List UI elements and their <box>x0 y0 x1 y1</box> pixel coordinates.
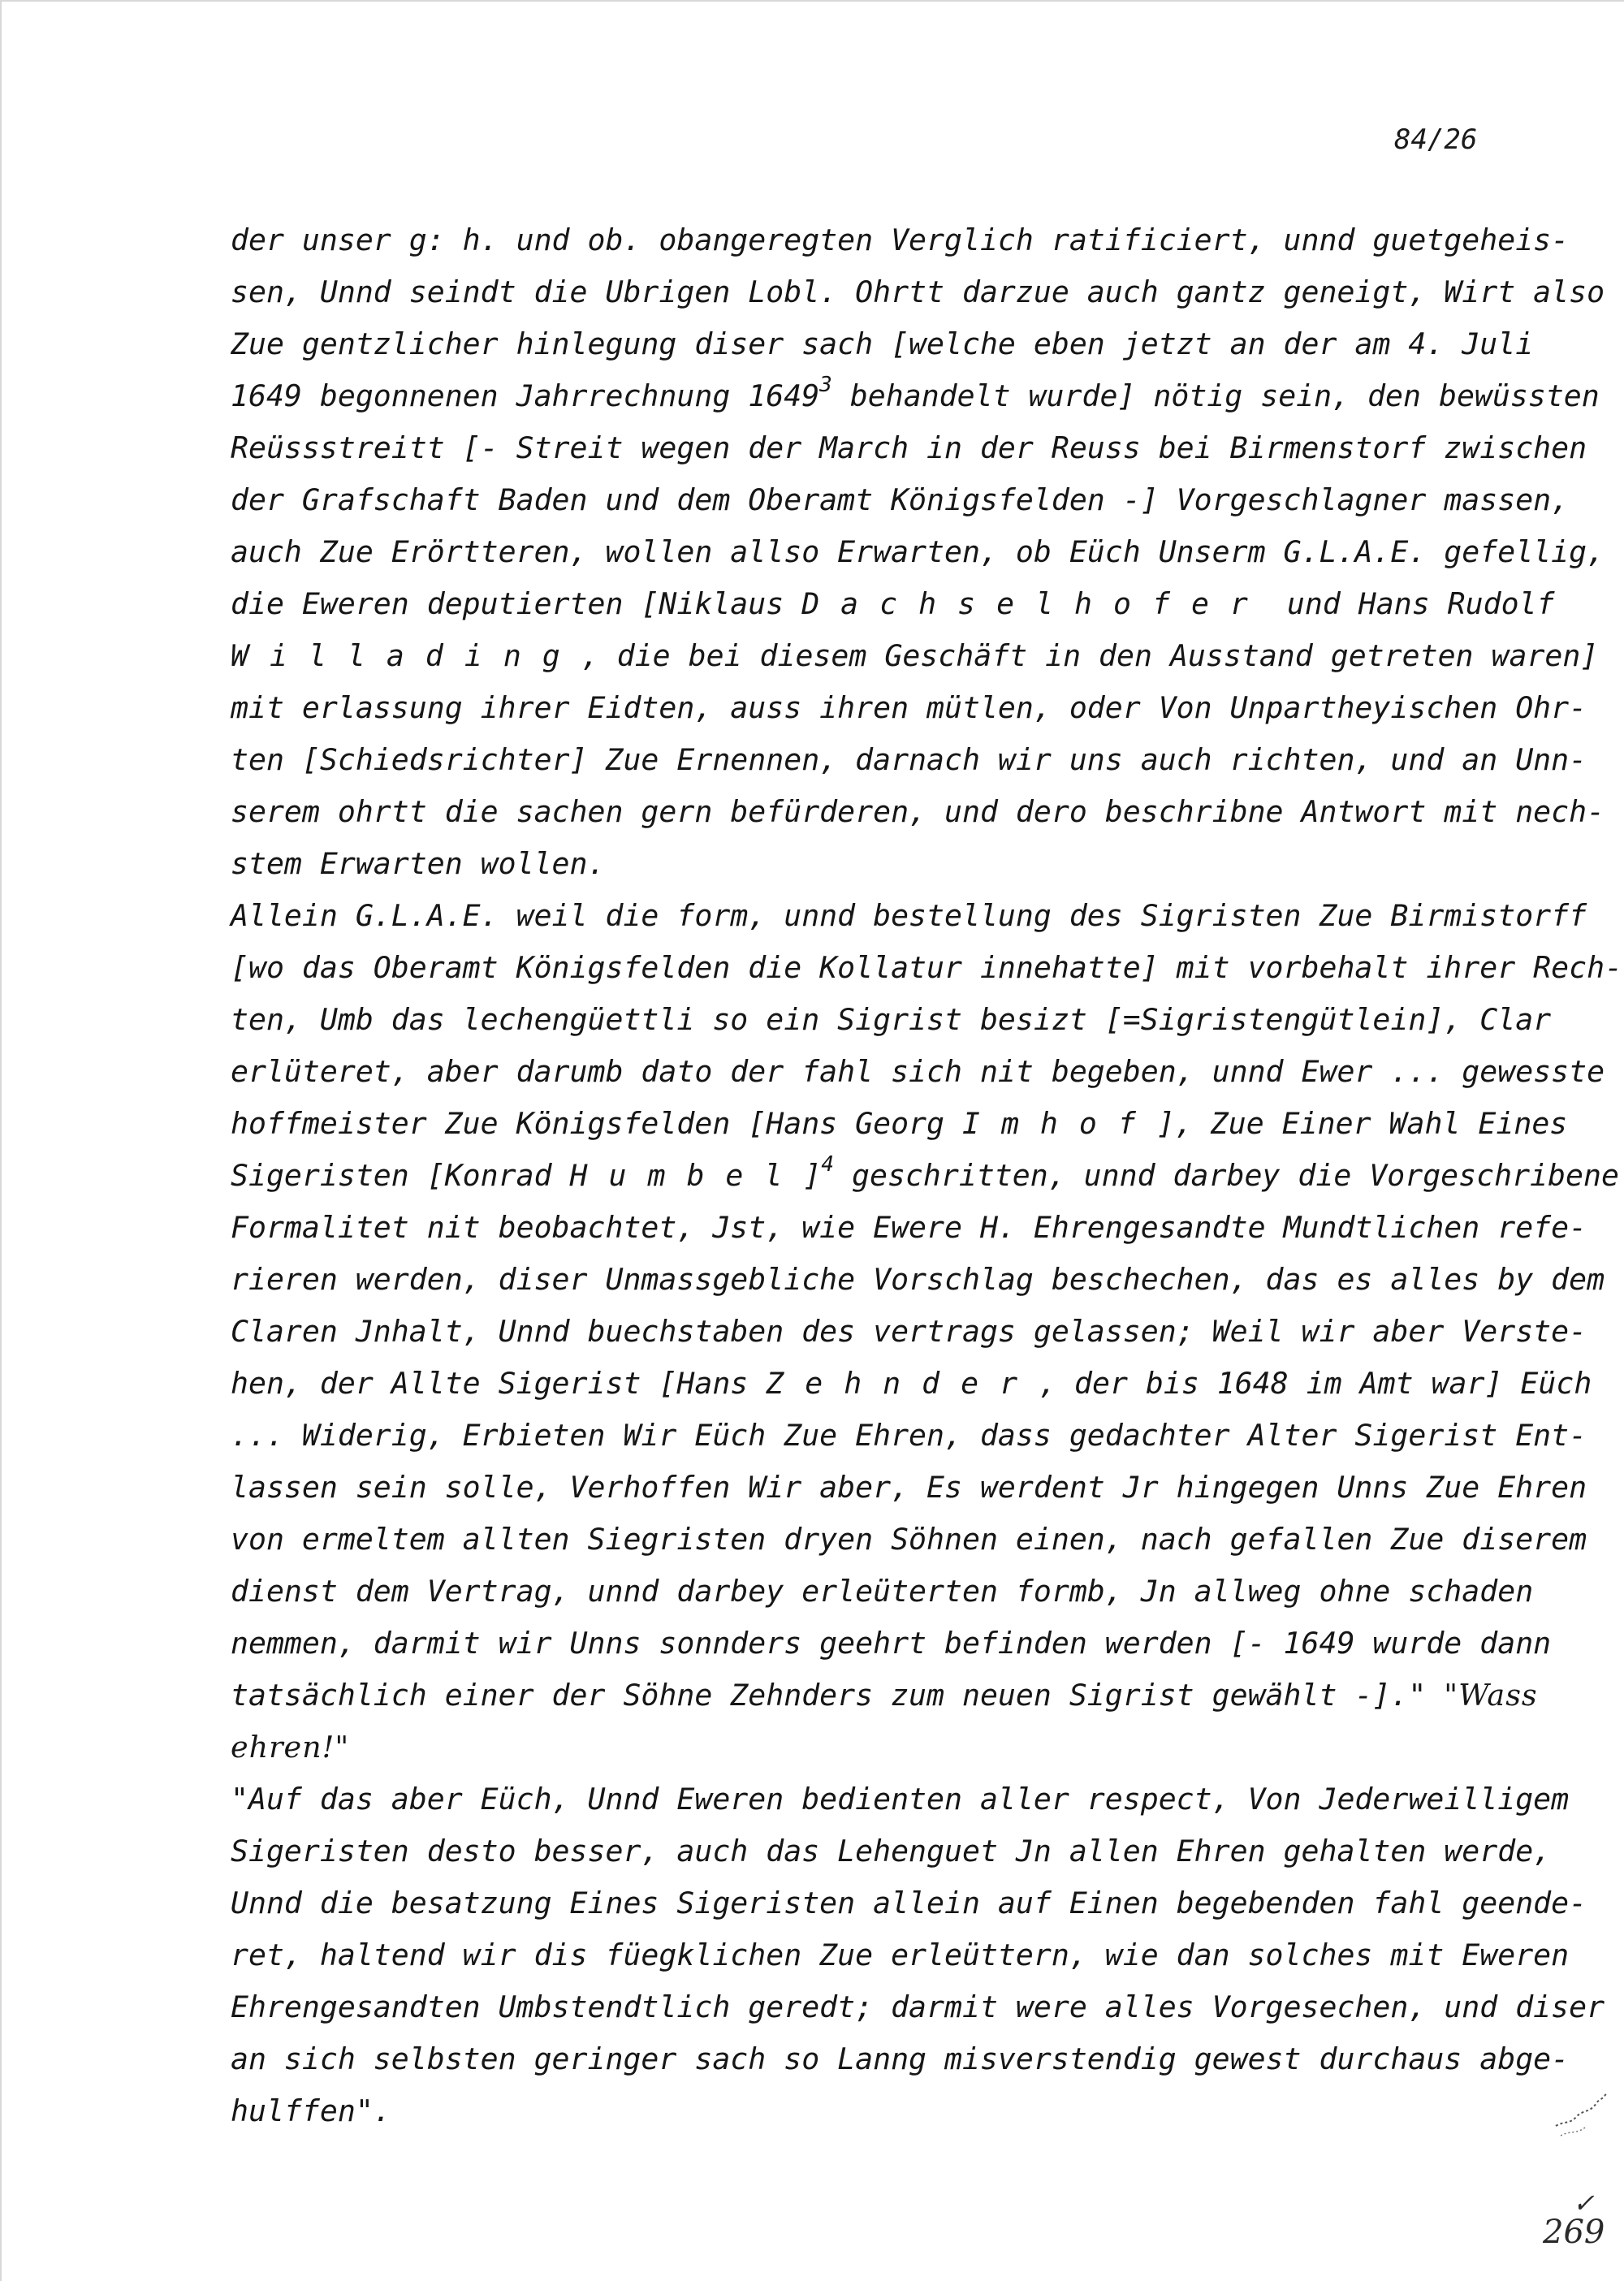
text-segment: von ermeltem allten Siegristen dryen Söhnen einen, nach gefallen Zue diserem <box>231 1522 1587 1557</box>
text-line <box>231 422 1587 474</box>
text-segment: "Auf das aber Eüch, Unnd Eweren bedienten aller respect, Von Jederweilligem <box>231 1782 1570 1817</box>
text-line <box>231 1254 1605 1306</box>
spaced-name: Dachselhofer <box>801 586 1269 621</box>
text-segment: Reüssstreitt [- Streit wegen der March in der Reuss bei Birmenstorf zwischen <box>231 430 1587 465</box>
text-segment: behandelt wurde] nötig sein, den bewüssten <box>831 378 1600 413</box>
text-line <box>231 1098 1568 1150</box>
text-segment: Claren Jnhalt, Unnd buechstaben des vertrags gelassen; Weil wir aber Verste- <box>231 1314 1587 1349</box>
handwritten-annotation: "Wass <box>1444 1678 1538 1713</box>
text-line <box>231 1825 1552 1877</box>
page-number: 84/26 <box>1394 123 1478 156</box>
text-line <box>231 370 1600 422</box>
text-line <box>231 1358 1592 1410</box>
text-line <box>231 1046 1605 1098</box>
text-segment: geschritten, unnd darbey die Vorgeschribene <box>834 1158 1619 1193</box>
text-line <box>231 578 1555 630</box>
text-segment: erlüteret, aber darumb dato der fahl sich nit begeben, unnd Ewer ... gewesste <box>231 1054 1605 1089</box>
footnote-marker: 4 <box>821 1152 835 1177</box>
text-segment: [wo das Oberamt Königsfelden die Kollatur innehatte] mit vorbehalt ihrer Rech- <box>231 950 1623 985</box>
text-line <box>231 526 1605 578</box>
text-segment: , die bei diesem Geschäft in den Ausstand getreten waren] <box>581 638 1599 673</box>
transcription-body <box>231 214 1623 2137</box>
text-segment: auch Zue Erörtteren, wollen allso Erwarten, ob Eüch Unserm G.L.A.E. gefellig, <box>231 534 1605 569</box>
text-segment: ], Zue Einer Wahl Eines <box>1156 1106 1568 1141</box>
text-segment: serem ohrtt die sachen gern befürderen, und dero beschribne Antwort mit nech- <box>231 794 1605 829</box>
spaced-name: Zehnder <box>766 1366 1039 1401</box>
handwritten-scribble <box>1553 2089 1609 2145</box>
text-line <box>231 1773 1570 1825</box>
text-line <box>231 2085 1522 2137</box>
text-line <box>231 838 1522 890</box>
text-segment: ... Widerig, Erbieten Wir Eüch Zue Ehren, dass gedachter Alter Sigerist Ent- <box>231 1418 1587 1453</box>
text-line <box>231 474 1570 526</box>
text-line <box>231 1410 1587 1462</box>
text-segment: der unser g: h. und ob. obangeregten Verglich ratificiert, unnd guetgeheis- <box>231 222 1570 257</box>
text-line <box>231 890 1587 942</box>
text-segment: hoffmeister Zue Königsfelden [Hans Georg <box>231 1106 962 1141</box>
text-segment: Unnd die besatzung Eines Sigeristen allein auf Einen begebenden fahl geende- <box>231 1886 1587 1920</box>
text-segment: lassen sein solle, Verhoffen Wir aber, Es werdent Jr hingegen Unns Zue Ehren <box>231 1470 1587 1505</box>
text-segment: sen, Unnd seindt die Ubrigen Lobl. Ohrtt darzue auch gantz geneigt, Wirt also <box>231 274 1605 309</box>
text-line <box>231 682 1587 734</box>
text-line <box>231 1981 1605 2033</box>
spaced-name: Imhof <box>961 1106 1157 1141</box>
text-segment: 1649 begonnenen Jahrrechnung 1649 <box>231 378 820 413</box>
text-segment: und Hans Rudolf <box>1268 586 1555 621</box>
text-line <box>231 1306 1587 1358</box>
spaced-name: Humbel <box>569 1158 804 1193</box>
text-segment: Allein G.L.A.E. weil die form, unnd bestellung des Sigristen Zue Birmistorff <box>231 898 1587 933</box>
text-segment: stem Erwarten wollen. <box>231 846 606 881</box>
footnote-marker: 3 <box>819 373 832 397</box>
text-line <box>231 318 1534 370</box>
text-line <box>231 1514 1587 1566</box>
folio-number: 269 <box>1543 2214 1605 2251</box>
text-line <box>231 1566 1534 1618</box>
text-segment: rieren werden, diser Unmassgebliche Vorschlag beschechen, das es alles by dem <box>231 1262 1605 1297</box>
text-segment: hulffen". <box>231 2093 391 2128</box>
text-segment: Sigeristen [Konrad <box>231 1158 570 1193</box>
text-line <box>231 1462 1587 1514</box>
text-line <box>231 1722 1522 1773</box>
text-segment: ret, haltend wir dis füegklichen Zue erleüttern, wie dan solches mit Eweren <box>231 1938 1570 1972</box>
text-segment: Formalitet nit beobachtet, Jst, wie Ewere H. Ehrengesandte Mundtlichen refe- <box>231 1210 1587 1245</box>
text-segment: nemmen, darmit wir Unns sonnders geehrt befinden werden [- 1649 wurde dann <box>231 1626 1552 1661</box>
text-line <box>231 1150 1619 1202</box>
text-line <box>231 1670 1538 1722</box>
spaced-name: Willading <box>231 638 581 673</box>
text-segment: mit erlassung ihrer Eidten, auss ihren mütlen, oder Von Unpartheyischen Ohr- <box>231 690 1587 725</box>
text-line <box>231 630 1599 682</box>
text-segment: ] <box>803 1158 822 1193</box>
text-line <box>231 214 1570 266</box>
text-segment: hen, der Allte Sigerist [Hans <box>231 1366 767 1401</box>
text-line <box>231 1929 1570 1981</box>
text-line <box>231 1877 1587 1929</box>
text-segment: Ehrengesandten Umbstendtlich geredt; darmit were alles Vorgesechen, und diser <box>231 1989 1605 2024</box>
text-segment: der Grafschaft Baden und dem Oberamt Königsfelden -] Vorgeschlagner massen, <box>231 482 1570 517</box>
text-line <box>231 266 1605 318</box>
text-segment: an sich selbsten geringer sach so Lanng misverstendig gewest durchaus abge- <box>231 2041 1570 2076</box>
text-segment: ten, Umb das lechengüettli so ein Sigrist besizt [=Sigristengütlein], Clar <box>231 1002 1552 1037</box>
text-segment: die Eweren deputierten [Niklaus <box>231 586 802 621</box>
text-line <box>231 994 1552 1046</box>
text-line <box>231 2033 1570 2085</box>
text-segment: dienst dem Vertrag, unnd darbey erleüterten formb, Jn allweg ohne schaden <box>231 1574 1534 1609</box>
text-line <box>231 734 1587 786</box>
text-line <box>231 1618 1552 1670</box>
text-segment: Sigeristen desto besser, auch das Lehenguet Jn allen Ehren gehalten werde, <box>231 1834 1552 1868</box>
text-segment: ten [Schiedsrichter] Zue Ernennen, darnach wir uns auch richten, und an Unn- <box>231 742 1587 777</box>
text-line <box>231 1202 1587 1254</box>
handwritten-annotation: ehren!" <box>231 1730 350 1765</box>
text-line <box>231 786 1605 838</box>
text-segment: , der bis 1648 im Amt war] Eüch <box>1039 1366 1592 1401</box>
check-mark: ✓ <box>1573 2188 1595 2218</box>
text-segment: tatsächlich einer der Söhne Zehnders zum neuen Sigrist gewählt -]." <box>231 1678 1445 1713</box>
text-segment: Zue gentzlicher hinlegung diser sach [welche eben jetzt an der am 4. Juli <box>231 326 1534 361</box>
text-line <box>231 942 1623 994</box>
